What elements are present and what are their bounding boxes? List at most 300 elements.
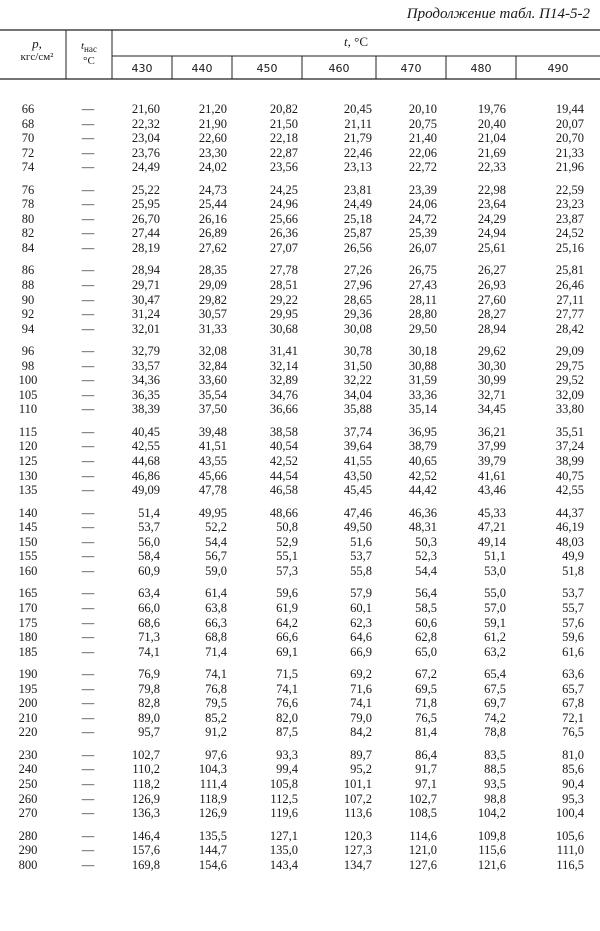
table-row xyxy=(0,564,600,579)
value-cell: 99,4 xyxy=(276,762,298,777)
saturation-temp-cell: — xyxy=(81,806,95,821)
pressure-cell: 145 xyxy=(18,520,38,535)
value-cell: 33,36 xyxy=(408,387,437,402)
table-row xyxy=(0,645,600,660)
value-cell: 61,4 xyxy=(205,586,227,601)
value-cell: 30,47 xyxy=(131,292,160,307)
value-cell: 49,50 xyxy=(343,520,372,535)
value-cell: 27,11 xyxy=(556,292,584,307)
value-cell: 28,35 xyxy=(198,263,227,278)
row-group xyxy=(0,506,600,579)
value-cell: 25,39 xyxy=(408,226,437,241)
value-cell: 28,94 xyxy=(131,263,160,278)
value-cell: 97,6 xyxy=(205,747,227,762)
value-cell: 110,2 xyxy=(132,762,160,777)
value-cell: 98,8 xyxy=(484,791,506,806)
value-cell: 28,42 xyxy=(555,321,584,336)
value-cell: 25,18 xyxy=(343,211,372,226)
value-cell: 26,16 xyxy=(198,211,227,226)
saturation-temp-cell: — xyxy=(81,197,95,212)
value-cell: 67,8 xyxy=(562,696,584,711)
pressure-cell: 82 xyxy=(21,226,35,241)
value-cell: 31,59 xyxy=(408,373,437,388)
value-cell: 21,50 xyxy=(269,116,298,131)
value-cell: 67,5 xyxy=(484,681,506,696)
table-row xyxy=(0,241,600,256)
value-cell: 79,5 xyxy=(205,696,227,711)
value-cell: 26,07 xyxy=(408,240,437,255)
temp-column-header: 480 xyxy=(470,62,492,75)
pressure-cell: 230 xyxy=(18,747,38,762)
value-cell: 89,7 xyxy=(350,747,372,762)
value-cell: 52,9 xyxy=(276,534,298,549)
value-cell: 29,52 xyxy=(555,373,584,388)
value-cell: 33,80 xyxy=(555,402,584,417)
saturation-temp-cell: — xyxy=(81,563,95,578)
value-cell: 39,48 xyxy=(198,424,227,439)
value-cell: 91,7 xyxy=(415,762,437,777)
saturation-temp-cell: — xyxy=(81,762,95,777)
value-cell: 104,2 xyxy=(477,806,506,821)
saturation-temp-cell: — xyxy=(81,131,95,146)
value-cell: 25,61 xyxy=(477,240,506,255)
value-cell: 60,1 xyxy=(350,600,372,615)
value-cell: 56,7 xyxy=(205,549,227,564)
value-cell: 47,78 xyxy=(198,483,227,498)
value-cell: 46,36 xyxy=(408,505,437,520)
table-row xyxy=(0,439,600,454)
table-caption: Продолжение табл. П14-5-2 xyxy=(406,6,590,22)
table-row xyxy=(0,117,600,132)
value-cell: 126,9 xyxy=(131,791,160,806)
table-row xyxy=(0,748,600,763)
value-cell: 154,6 xyxy=(198,857,227,872)
value-cell: 113,6 xyxy=(344,806,372,821)
value-cell: 25,87 xyxy=(343,226,372,241)
temp-column-header: 460 xyxy=(328,62,350,75)
value-cell: 23,56 xyxy=(269,160,298,175)
value-cell: 22,59 xyxy=(555,182,584,197)
value-cell: 127,6 xyxy=(408,857,437,872)
value-cell: 24,52 xyxy=(555,226,584,241)
saturation-temp-cell: — xyxy=(81,424,95,439)
saturation-temp-cell: — xyxy=(81,644,95,659)
value-cell: 65,4 xyxy=(484,667,506,682)
table-row xyxy=(0,711,600,726)
table-row xyxy=(0,226,600,241)
value-cell: 21,79 xyxy=(343,131,372,146)
value-cell: 81,0 xyxy=(562,747,584,762)
value-cell: 44,37 xyxy=(555,505,584,520)
value-cell: 59,6 xyxy=(276,586,298,601)
value-cell: 55,8 xyxy=(350,563,372,578)
pressure-cell: 125 xyxy=(18,454,38,469)
value-cell: 49,9 xyxy=(562,549,584,564)
value-cell: 102,7 xyxy=(408,791,437,806)
value-cell: 121,6 xyxy=(477,857,506,872)
value-cell: 79,8 xyxy=(138,681,160,696)
value-cell: 21,04 xyxy=(477,131,506,146)
value-cell: 21,69 xyxy=(477,145,506,160)
table-row xyxy=(0,535,600,550)
value-cell: 61,6 xyxy=(562,644,584,659)
table-row xyxy=(0,667,600,682)
pressure-symbol: p, xyxy=(32,36,42,51)
value-cell: 27,07 xyxy=(269,240,298,255)
value-cell: 29,09 xyxy=(198,278,227,293)
temperature-symbol: t, xyxy=(344,34,351,49)
value-cell: 95,7 xyxy=(138,725,160,740)
saturation-temp-cell: — xyxy=(81,586,95,601)
value-cell: 20,70 xyxy=(555,131,584,146)
value-cell: 66,9 xyxy=(350,644,372,659)
saturation-temp-cell: — xyxy=(81,696,95,711)
value-cell: 31,50 xyxy=(343,358,372,373)
table-row xyxy=(0,402,600,417)
row-group xyxy=(0,263,600,336)
pressure-cell: 185 xyxy=(18,644,38,659)
value-cell: 26,75 xyxy=(408,263,437,278)
table-row xyxy=(0,586,600,601)
saturation-temp-cell: — xyxy=(81,549,95,564)
value-cell: 27,78 xyxy=(269,263,298,278)
value-cell: 54,4 xyxy=(205,534,227,549)
saturation-temp-cell: — xyxy=(81,160,95,175)
value-cell: 32,14 xyxy=(269,358,298,373)
value-cell: 27,44 xyxy=(131,226,160,241)
table-body xyxy=(0,102,600,880)
value-cell: 30,99 xyxy=(477,373,506,388)
saturation-temp-cell: — xyxy=(81,483,95,498)
table-row xyxy=(0,212,600,227)
saturation-temp-cell: — xyxy=(81,615,95,630)
value-cell: 29,09 xyxy=(555,344,584,359)
value-cell: 28,27 xyxy=(477,307,506,322)
value-cell: 55,1 xyxy=(276,549,298,564)
value-cell: 29,36 xyxy=(343,307,372,322)
value-cell: 53,7 xyxy=(562,586,584,601)
value-cell: 32,84 xyxy=(198,358,227,373)
table-row xyxy=(0,359,600,374)
value-cell: 19,44 xyxy=(555,102,584,116)
value-cell: 23,76 xyxy=(131,145,160,160)
pressure-cell: 88 xyxy=(21,278,35,293)
pressure-cell: 210 xyxy=(18,710,38,725)
table-row xyxy=(0,549,600,564)
value-cell: 157,6 xyxy=(131,843,160,858)
value-cell: 66,3 xyxy=(205,615,227,630)
value-cell: 81,4 xyxy=(415,725,437,740)
value-cell: 118,9 xyxy=(199,791,227,806)
row-group xyxy=(0,586,600,659)
value-cell: 74,1 xyxy=(276,681,298,696)
pressure-cell: 70 xyxy=(21,131,35,146)
saturation-temp-unit: °C xyxy=(83,55,95,68)
value-cell: 45,45 xyxy=(343,483,372,498)
table-row xyxy=(0,183,600,198)
value-cell: 20,40 xyxy=(477,116,506,131)
value-cell: 56,4 xyxy=(415,586,437,601)
table-row xyxy=(0,616,600,631)
table-row xyxy=(0,520,600,535)
value-cell: 24,49 xyxy=(131,160,160,175)
value-cell: 21,96 xyxy=(555,160,584,175)
value-cell: 21,40 xyxy=(408,131,437,146)
value-cell: 28,80 xyxy=(408,307,437,322)
value-cell: 22,72 xyxy=(408,160,437,175)
saturation-temp-cell: — xyxy=(81,791,95,806)
value-cell: 31,24 xyxy=(131,307,160,322)
value-cell: 29,82 xyxy=(198,292,227,307)
saturation-temp-cell: — xyxy=(81,102,95,116)
value-cell: 134,7 xyxy=(343,857,372,872)
value-cell: 27,77 xyxy=(555,307,584,322)
value-cell: 48,66 xyxy=(269,505,298,520)
table-row xyxy=(0,373,600,388)
value-cell: 66,0 xyxy=(138,600,160,615)
value-cell: 88,5 xyxy=(484,762,506,777)
value-cell: 27,60 xyxy=(477,292,506,307)
value-cell: 64,6 xyxy=(350,630,372,645)
value-cell: 21,90 xyxy=(198,116,227,131)
value-cell: 59,1 xyxy=(484,615,506,630)
row-group xyxy=(0,667,600,740)
pressure-cell: 80 xyxy=(21,211,35,226)
value-cell: 95,2 xyxy=(350,762,372,777)
value-cell: 24,72 xyxy=(408,211,437,226)
pressure-cell: 220 xyxy=(18,725,38,740)
value-cell: 32,01 xyxy=(131,321,160,336)
table-row xyxy=(0,762,600,777)
value-cell: 26,89 xyxy=(198,226,227,241)
row-group xyxy=(0,425,600,498)
value-cell: 47,46 xyxy=(343,505,372,520)
value-cell: 63,8 xyxy=(205,600,227,615)
value-cell: 49,95 xyxy=(198,505,227,520)
pressure-cell: 180 xyxy=(18,630,38,645)
value-cell: 37,99 xyxy=(477,439,506,454)
value-cell: 74,1 xyxy=(138,644,160,659)
value-cell: 116,5 xyxy=(556,857,584,872)
value-cell: 46,19 xyxy=(555,520,584,535)
value-cell: 42,52 xyxy=(408,468,437,483)
pressure-cell: 160 xyxy=(18,563,38,578)
value-cell: 32,71 xyxy=(477,387,506,402)
value-cell: 23,04 xyxy=(131,131,160,146)
saturation-temp-subscript: нас xyxy=(84,44,98,55)
value-cell: 40,45 xyxy=(131,424,160,439)
value-cell: 26,36 xyxy=(269,226,298,241)
value-cell: 46,58 xyxy=(269,483,298,498)
value-cell: 91,2 xyxy=(205,725,227,740)
pressure-cell: 800 xyxy=(18,857,38,872)
value-cell: 69,2 xyxy=(350,667,372,682)
value-cell: 32,09 xyxy=(555,387,584,402)
pressure-cell: 94 xyxy=(21,321,35,336)
value-cell: 43,46 xyxy=(477,483,506,498)
value-cell: 45,66 xyxy=(198,468,227,483)
value-cell: 27,96 xyxy=(343,278,372,293)
saturation-temp-cell: — xyxy=(81,278,95,293)
row-group xyxy=(0,344,600,417)
value-cell: 35,51 xyxy=(555,424,584,439)
row-group xyxy=(0,183,600,256)
value-cell: 108,5 xyxy=(408,806,437,821)
value-cell: 29,71 xyxy=(131,278,160,293)
value-cell: 22,60 xyxy=(198,131,227,146)
value-cell: 135,5 xyxy=(198,828,227,843)
table-row xyxy=(0,293,600,308)
value-cell: 57,9 xyxy=(350,586,372,601)
saturation-temp-cell: — xyxy=(81,344,95,359)
saturation-temp-cell: — xyxy=(81,263,95,278)
table-row xyxy=(0,829,600,844)
saturation-temp-cell: — xyxy=(81,454,95,469)
value-cell: 36,35 xyxy=(131,387,160,402)
value-cell: 83,5 xyxy=(484,747,506,762)
value-cell: 33,57 xyxy=(131,358,160,373)
value-cell: 30,78 xyxy=(343,344,372,359)
value-cell: 49,09 xyxy=(131,483,160,498)
value-cell: 69,1 xyxy=(276,644,298,659)
value-cell: 55,0 xyxy=(484,586,506,601)
value-cell: 127,1 xyxy=(269,828,298,843)
pressure-cell: 135 xyxy=(18,483,38,498)
pressure-cell: 240 xyxy=(18,762,38,777)
table-row xyxy=(0,843,600,858)
value-cell: 39,79 xyxy=(477,454,506,469)
value-cell: 25,16 xyxy=(555,240,584,255)
value-cell: 29,22 xyxy=(269,292,298,307)
table-row xyxy=(0,388,600,403)
value-cell: 42,55 xyxy=(555,483,584,498)
value-cell: 51,1 xyxy=(484,549,506,564)
value-cell: 26,46 xyxy=(555,278,584,293)
pressure-cell: 270 xyxy=(18,806,38,821)
value-cell: 59,6 xyxy=(562,630,584,645)
table-row xyxy=(0,483,600,498)
value-cell: 71,6 xyxy=(350,681,372,696)
saturation-temp-cell: — xyxy=(81,520,95,535)
value-cell: 48,31 xyxy=(408,520,437,535)
value-cell: 107,2 xyxy=(343,791,372,806)
value-cell: 52,3 xyxy=(415,549,437,564)
value-cell: 38,58 xyxy=(269,424,298,439)
value-cell: 24,49 xyxy=(343,197,372,212)
temp-column-header: 490 xyxy=(547,62,569,75)
value-cell: 46,86 xyxy=(131,468,160,483)
value-cell: 20,10 xyxy=(408,102,437,116)
value-cell: 25,66 xyxy=(269,211,298,226)
pressure-cell: 78 xyxy=(21,197,35,212)
saturation-temp-cell: — xyxy=(81,402,95,417)
value-cell: 144,7 xyxy=(198,843,227,858)
value-cell: 23,13 xyxy=(343,160,372,175)
pressure-cell: 260 xyxy=(18,791,38,806)
value-cell: 56,0 xyxy=(138,534,160,549)
value-cell: 105,6 xyxy=(555,828,584,843)
value-cell: 65,0 xyxy=(415,644,437,659)
value-cell: 23,30 xyxy=(198,145,227,160)
value-cell: 71,4 xyxy=(205,644,227,659)
value-cell: 67,2 xyxy=(415,667,437,682)
value-cell: 32,08 xyxy=(198,344,227,359)
value-cell: 54,4 xyxy=(415,563,437,578)
value-cell: 118,2 xyxy=(132,776,160,791)
table-row xyxy=(0,806,600,821)
pressure-cell: 76 xyxy=(21,182,35,197)
saturation-temp-cell: — xyxy=(81,182,95,197)
value-cell: 34,36 xyxy=(131,373,160,388)
row-group xyxy=(0,829,600,873)
value-cell: 101,1 xyxy=(343,776,372,791)
pressure-cell: 100 xyxy=(18,373,38,388)
value-cell: 38,79 xyxy=(408,439,437,454)
saturation-temp-cell: — xyxy=(81,439,95,454)
value-cell: 24,94 xyxy=(477,226,506,241)
saturation-temp-cell: — xyxy=(81,358,95,373)
value-cell: 104,3 xyxy=(198,762,227,777)
pressure-cell: 110 xyxy=(18,402,38,417)
value-cell: 119,6 xyxy=(270,806,298,821)
table-row xyxy=(0,278,600,293)
value-cell: 57,3 xyxy=(276,563,298,578)
temperature-group-header xyxy=(112,34,600,50)
value-cell: 90,4 xyxy=(562,776,584,791)
value-cell: 22,18 xyxy=(269,131,298,146)
value-cell: 29,75 xyxy=(555,358,584,373)
value-cell: 60,6 xyxy=(415,615,437,630)
value-cell: 22,32 xyxy=(131,116,160,131)
table-row xyxy=(0,131,600,146)
value-cell: 37,24 xyxy=(555,439,584,454)
value-cell: 26,70 xyxy=(131,211,160,226)
value-cell: 79,0 xyxy=(350,710,372,725)
value-cell: 143,4 xyxy=(269,857,298,872)
saturation-temp-cell: — xyxy=(81,725,95,740)
value-cell: 22,33 xyxy=(477,160,506,175)
pressure-cell: 195 xyxy=(18,681,38,696)
value-cell: 82,0 xyxy=(276,710,298,725)
value-cell: 34,45 xyxy=(477,402,506,417)
value-cell: 28,19 xyxy=(131,240,160,255)
table-row xyxy=(0,263,600,278)
value-cell: 112,5 xyxy=(270,791,298,806)
value-cell: 28,51 xyxy=(269,278,298,293)
pressure-cell: 66 xyxy=(21,102,35,116)
value-cell: 23,64 xyxy=(477,197,506,212)
row-group xyxy=(0,102,600,175)
saturation-temp-cell: — xyxy=(81,710,95,725)
pressure-cell: 140 xyxy=(18,505,38,520)
value-cell: 31,41 xyxy=(269,344,298,359)
value-cell: 49,14 xyxy=(477,534,506,549)
saturation-temp-cell: — xyxy=(81,843,95,858)
value-cell: 38,99 xyxy=(555,454,584,469)
value-cell: 30,57 xyxy=(198,307,227,322)
value-cell: 95,3 xyxy=(562,791,584,806)
value-cell: 40,54 xyxy=(269,439,298,454)
value-cell: 30,18 xyxy=(408,344,437,359)
value-cell: 23,81 xyxy=(343,182,372,197)
value-cell: 72,1 xyxy=(562,710,584,725)
pressure-cell: 250 xyxy=(18,776,38,791)
value-cell: 44,54 xyxy=(269,468,298,483)
value-cell: 76,5 xyxy=(415,710,437,725)
value-cell: 85,2 xyxy=(205,710,227,725)
value-cell: 62,8 xyxy=(415,630,437,645)
table-row xyxy=(0,696,600,711)
